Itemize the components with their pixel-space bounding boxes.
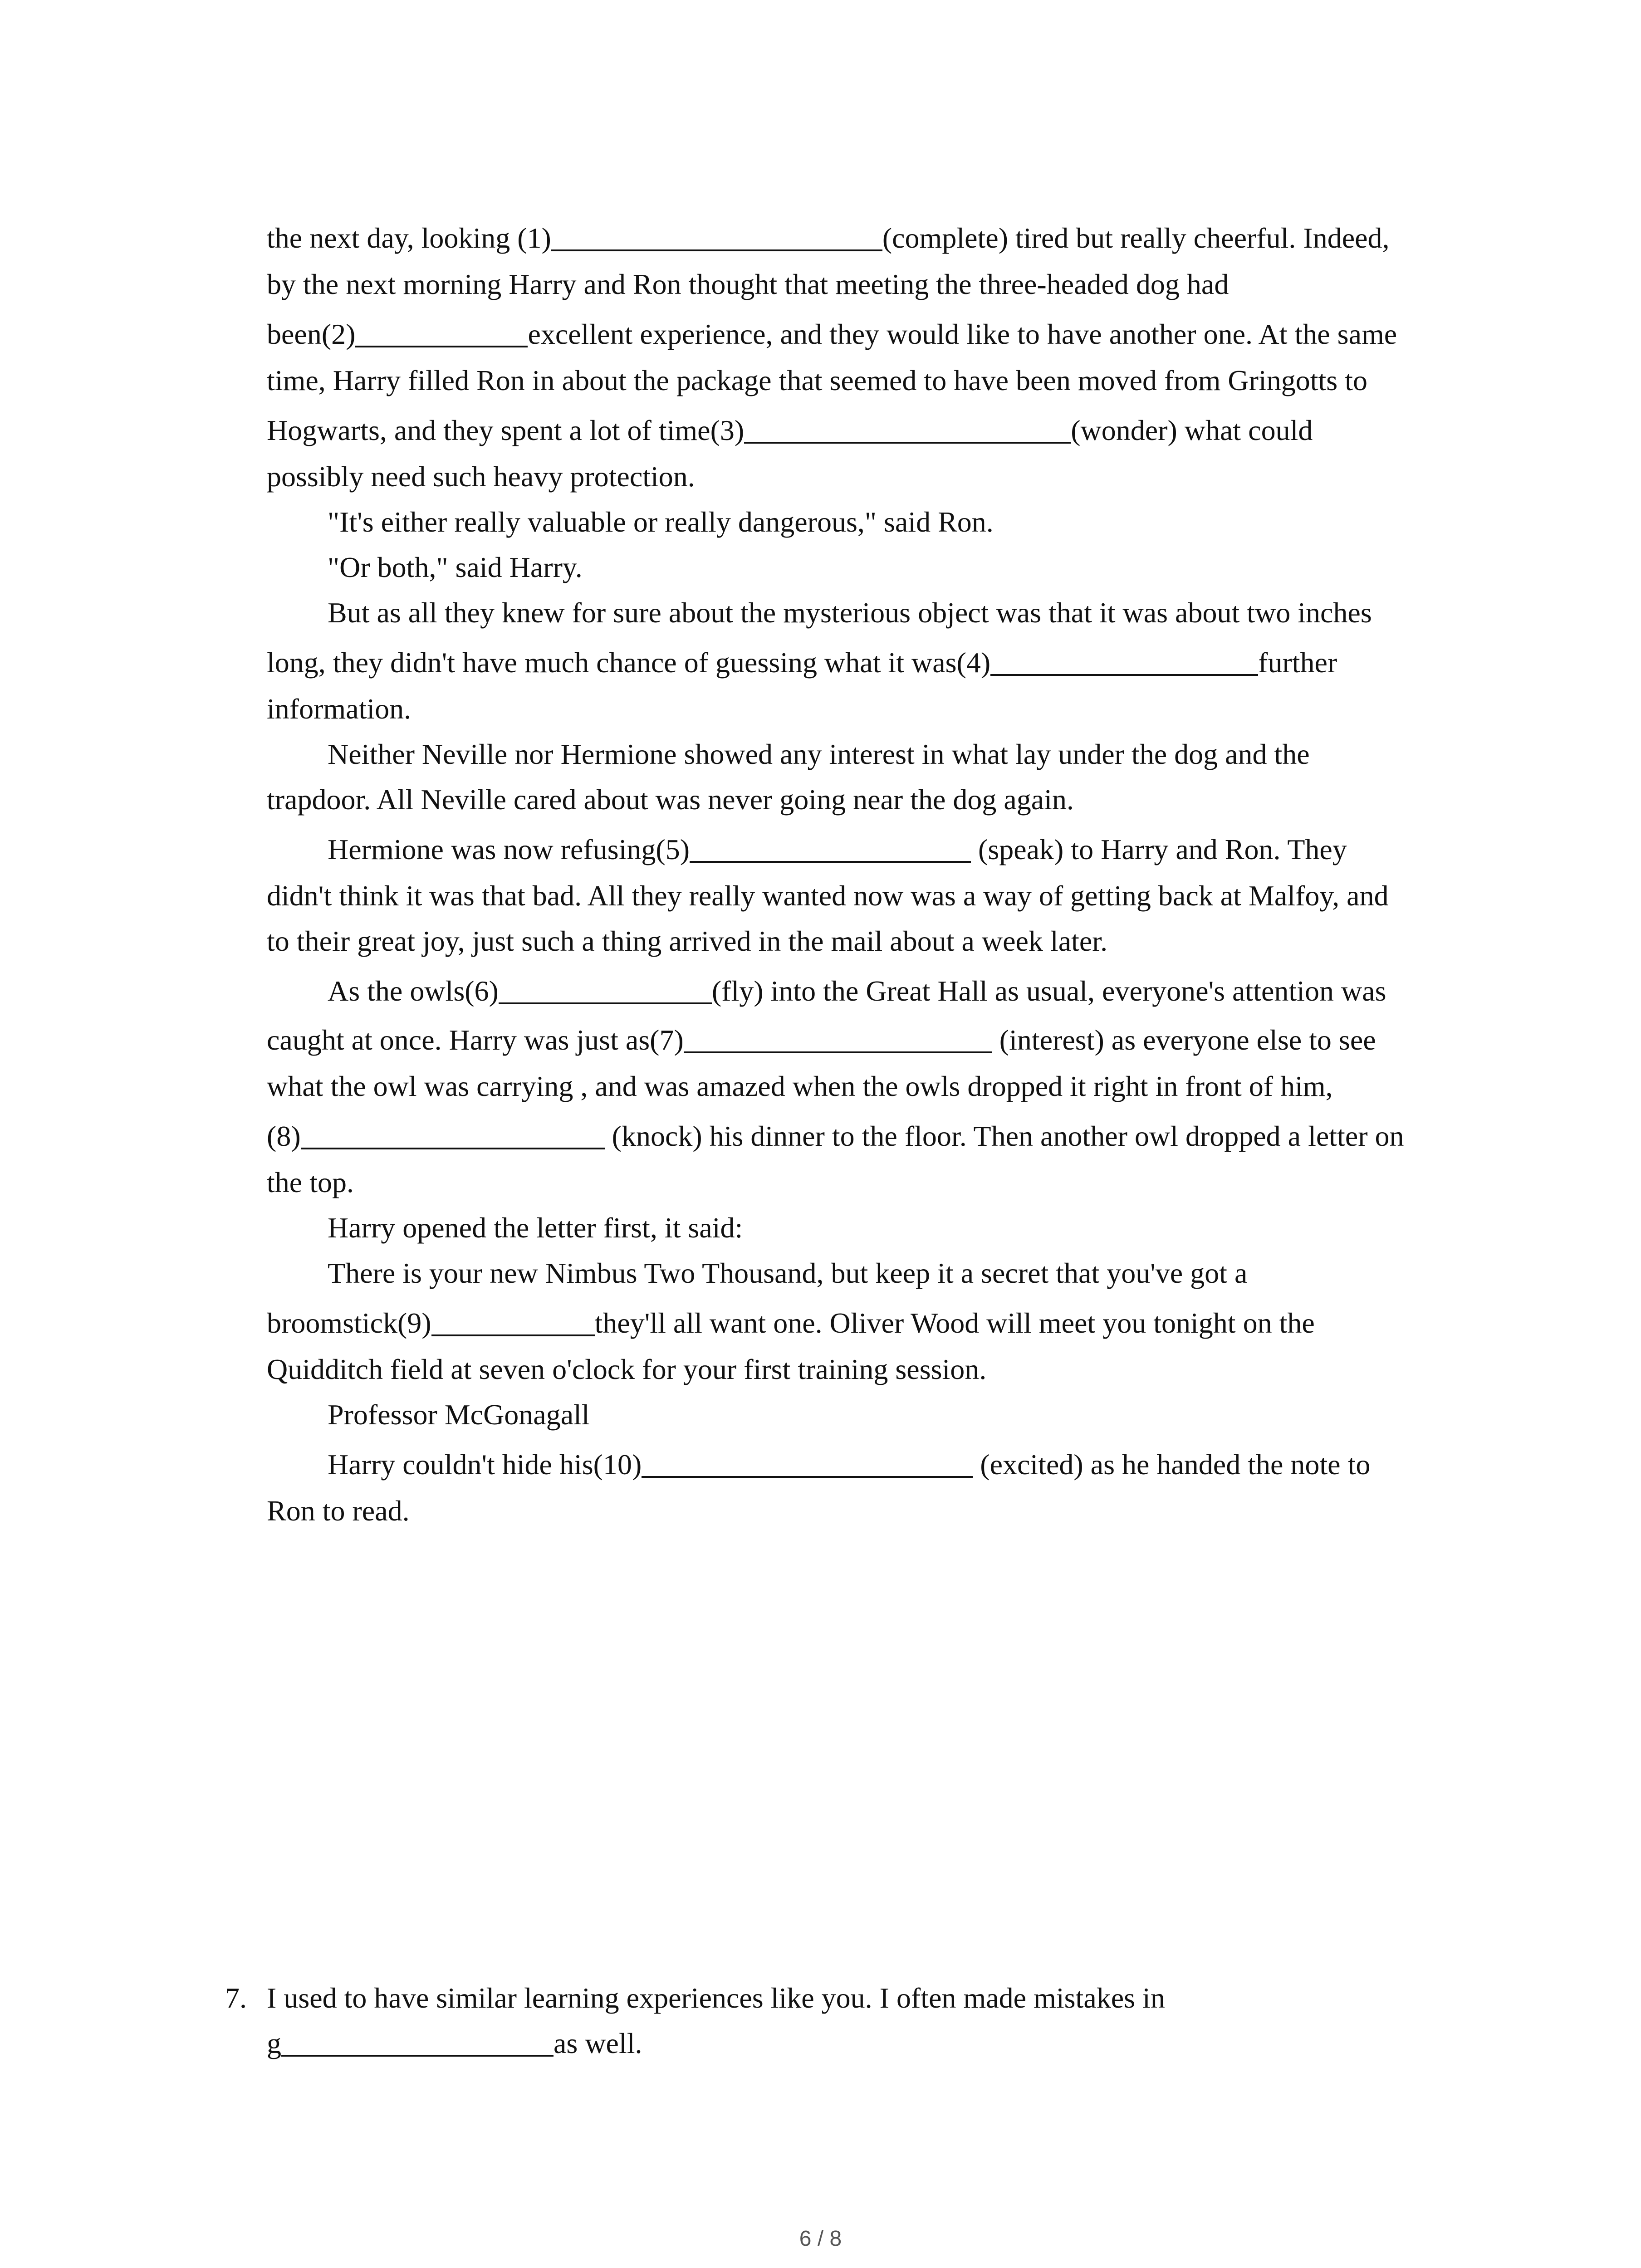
answer-blank[interactable]	[281, 2027, 554, 2057]
passage-text: Hermione was now refusing(5)	[328, 833, 690, 865]
passage-text: Ron to read.	[267, 1495, 410, 1527]
question-7	[267, 0, 1465, 2087]
passage-text: the next day, looking (1)	[267, 222, 551, 254]
question-7-line-2: g as well.	[267, 2027, 642, 2059]
passage-text: caught at once. Harry was just as(7)	[267, 1024, 684, 1056]
passage-text: There is your new Nimbus Two Thousand, but keep it a secret that you've got a	[328, 1257, 1248, 1289]
passage-text: didn't think it was that bad. All they really wanted now was a way of getting back at Malfoy, and	[267, 880, 1389, 912]
passage-text: (fly) into the Great Hall as usual, everyone's attention was	[711, 975, 1386, 1007]
passage-text: (knock) his dinner to the floor. Then another owl dropped a letter on	[604, 1120, 1404, 1152]
passage-text: Harry couldn't hide his(10)	[328, 1448, 642, 1481]
passage-text: excellent experience, and they would like to have another one. At the same	[528, 318, 1397, 350]
passage-text: "Or both," said Harry.	[328, 551, 583, 583]
passage-text: (interest) as everyone else to see	[992, 1024, 1376, 1056]
passage-text: time, Harry filled Ron in about the package that seemed to have been moved from Gringotts to	[267, 364, 1367, 396]
passage-text: further	[1258, 646, 1337, 679]
passage-text: But as all they knew for sure about the mysterious object was that it was about two inches	[328, 596, 1372, 629]
passage-text: Quidditch field at seven o'clock for your first training session.	[267, 1353, 987, 1385]
passage-text: (excited) as he handed the note to	[973, 1448, 1371, 1481]
passage-text: As the owls(6)	[328, 975, 499, 1007]
passage-text: Hogwarts, and they spent a lot of time(3)	[267, 414, 745, 446]
passage-text: broomstick(9)	[267, 1307, 431, 1339]
passage-text: they'll all want one. Oliver Wood will meet you tonight on the	[594, 1307, 1315, 1339]
passage-text: Professor McGonagall	[328, 1398, 590, 1431]
passage-text: (complete) tired but really cheerful. Indeed,	[882, 222, 1390, 254]
passage-text: Harry opened the letter first, it said:	[328, 1212, 743, 1244]
question-7-line-1: I used to have similar learning experiences like you. I often made mistakes in	[267, 1982, 1165, 2014]
passage-text: (wonder) what could	[1071, 414, 1313, 446]
passage-text: Neither Neville nor Hermione showed any interest in what lay under the dog and the	[328, 738, 1310, 770]
passage-text: (8)	[267, 1120, 301, 1152]
passage-text: (speak) to Harry and Ron. They	[971, 833, 1347, 865]
passage-text: by the next morning Harry and Ron thought that meeting the three-headed dog had	[267, 268, 1229, 300]
passage-text: been(2)	[267, 318, 356, 350]
passage-text: to their great joy, just such a thing arrived in the mail about a week later.	[267, 925, 1108, 957]
passage-text: the top.	[267, 1166, 354, 1198]
passage-text: long, they didn't have much chance of guessing what it was(4)	[267, 646, 991, 679]
passage-text: what the owl was carrying , and was amazed when the owls dropped it right in front of him,	[267, 1070, 1333, 1102]
page-number: 6 / 8	[799, 2227, 842, 2251]
passage-text: possibly need such heavy protection.	[267, 460, 695, 493]
passage-text: information.	[267, 693, 411, 725]
passage-text: "It's either really valuable or really dangerous," said Ron.	[328, 506, 994, 538]
question-number: 7.	[225, 1982, 247, 2014]
passage-text: trapdoor. All Neville cared about was never going near the dog again.	[267, 783, 1074, 816]
